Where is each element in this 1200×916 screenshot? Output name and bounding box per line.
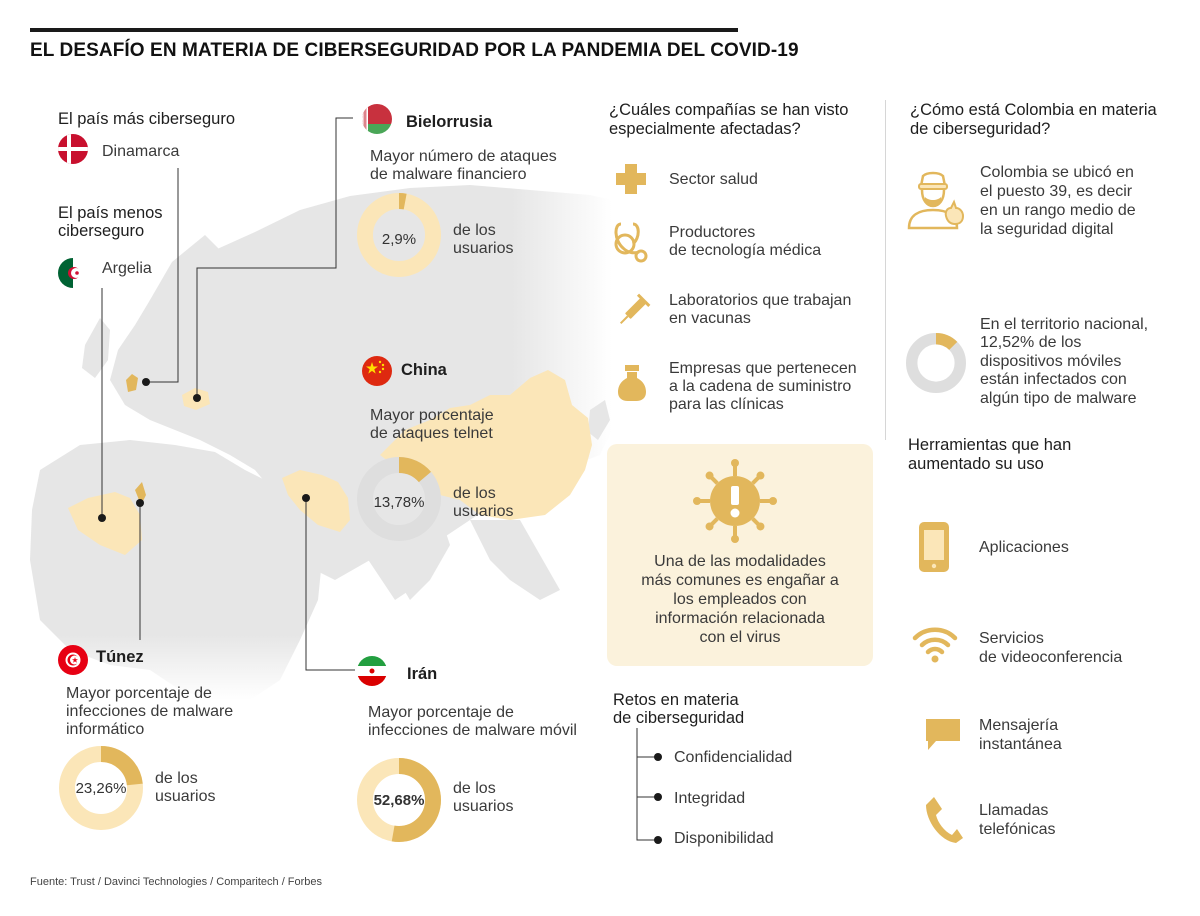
tunisia-percent: 23,26%: [75, 780, 127, 797]
belarus-country: Bielorrusia: [406, 113, 493, 131]
least-safe-heading-line1: El país menos: [58, 204, 163, 222]
companies-heading-line1: ¿Cuáles compañías se han visto: [609, 101, 849, 119]
source-note: Fuente: Trust / Davinci Technologies / Comparitech / Forbes: [30, 876, 323, 888]
tunisia-flag-icon: [58, 645, 88, 675]
china-desc-line1: Mayor porcentaje: [370, 407, 494, 424]
virus-card-line5: con el virus: [699, 629, 781, 646]
colombia-heading-line1: ¿Cómo está Colombia en materia: [910, 101, 1157, 119]
tool-item-4-line2: telefónicas: [979, 821, 1056, 838]
tools-heading-line2: aumentado su uso: [908, 455, 1044, 473]
challenge-item-2: Integridad: [674, 790, 746, 807]
tool-item-4-line1: Llamadas: [979, 802, 1049, 819]
colombia-rank-line4: la seguridad digital: [980, 221, 1114, 238]
challenge-item-3: Disponibilidad: [674, 830, 774, 847]
challenges-heading-line1: Retos en materia: [613, 691, 739, 709]
colombia-rank-line1: Colombia se ubicó en: [980, 164, 1134, 181]
colombia-infected-line2: 12,52% de los: [980, 334, 1082, 351]
iran-suffix-line2: usuarios: [453, 798, 514, 815]
tools-heading-line1: Herramientas que han: [908, 436, 1072, 454]
company-item-1-line1: Sector salud: [669, 171, 758, 188]
china-country: China: [401, 361, 447, 379]
company-item-3-line1: Laboratorios que trabajan: [669, 292, 852, 309]
colombia-rank-line3: en un rango medio de: [980, 202, 1136, 219]
tool-item-1-line1: Aplicaciones: [979, 539, 1069, 556]
tool-item-3-line2: instantánea: [979, 736, 1062, 753]
virus-alert-icon: [690, 456, 780, 546]
uk-landmass: [82, 318, 110, 378]
stethoscope-icon: [611, 220, 651, 264]
virus-card-line4: información relacionada: [655, 610, 825, 627]
smartphone-icon: [918, 521, 950, 573]
company-item-4-line3: para las clínicas: [669, 396, 784, 413]
tunisia-leader-dot: [136, 499, 144, 507]
syringe-icon: [612, 292, 652, 332]
colombia-infected-line5: algún tipo de malware: [980, 390, 1137, 407]
belarus-leader-dot: [193, 394, 201, 402]
colombia-infected-line4: están infectados con: [980, 371, 1127, 388]
tunisia-country: Túnez: [96, 648, 144, 666]
china-percent: 13,78%: [373, 494, 425, 511]
belarus-percent: 2,9%: [381, 231, 417, 248]
china-suffix-line2: usuarios: [453, 503, 514, 520]
colombia-rank-line2: el puesto 39, es decir: [980, 183, 1133, 200]
china-desc-line2: de ataques telnet: [370, 425, 493, 442]
wifi-icon: [912, 624, 958, 664]
belarus-desc-line1: Mayor número de ataques: [370, 148, 557, 165]
tunisia-suffix-line1: de los: [155, 770, 198, 787]
company-item-2-line1: Productores: [669, 224, 756, 241]
iran-leader-dot: [302, 494, 310, 502]
chat-bubble-icon: [924, 717, 962, 753]
china-flag-icon: [362, 356, 392, 386]
southeast-asia-landmass: [470, 520, 560, 600]
algeria-leader-dot: [98, 514, 106, 522]
tool-item-2-line1: Servicios: [979, 630, 1044, 647]
tunisia-desc-line3: informático: [66, 721, 145, 738]
company-item-3-line2: en vacunas: [669, 310, 751, 327]
algeria-flag-icon: [58, 258, 88, 288]
virus-card-line2: más comunes es engañar a: [641, 572, 839, 589]
colombia-infected-line3: dispositivos móviles: [980, 353, 1122, 370]
iran-desc-line1: Mayor porcentaje de: [368, 704, 514, 721]
iran-desc-line2: infecciones de malware móvil: [368, 722, 577, 739]
belarus-desc-line2: de malware financiero: [370, 166, 527, 183]
safest-heading: El país más ciberseguro: [58, 110, 235, 128]
company-item-4-line2: a la cadena de suministro: [669, 378, 852, 395]
least-safe-heading-line2: ciberseguro: [58, 222, 145, 240]
tunisia-suffix-line2: usuarios: [155, 788, 216, 805]
column-divider: [885, 100, 886, 440]
challenges-tree-lines: [630, 725, 670, 850]
belarus-suffix-line1: de los: [453, 222, 496, 239]
colombia-heading-line2: de ciberseguridad?: [910, 120, 1051, 138]
virus-card-line1: Una de las modalidades: [654, 553, 826, 570]
least-safe-country: Argelia: [102, 260, 152, 277]
page-title: EL DESAFÍO EN MATERIA DE CIBERSEGURIDAD POR LA PANDEMIA DEL COVID-19: [30, 40, 799, 61]
virus-card-line3: los empleados con: [673, 591, 807, 608]
phone-icon: [922, 795, 964, 845]
colombia-infected-donut: [906, 333, 966, 393]
denmark-leader-dot: [142, 378, 150, 386]
challenges-heading-line2: de ciberseguridad: [613, 709, 745, 727]
hacker-icon: [905, 170, 967, 232]
iran-suffix-line1: de los: [453, 780, 496, 797]
virus-card-text: [618, 552, 862, 647]
iran-percent: 52,68%: [373, 792, 425, 809]
tool-item-3-line1: Mensajería: [979, 717, 1059, 734]
belarus-suffix-line2: usuarios: [453, 240, 514, 257]
iran-country: Irán: [407, 665, 438, 683]
challenge-item-1: Confidencialidad: [674, 749, 793, 766]
iran-flag-icon: [357, 656, 387, 686]
tunisia-desc-line2: infecciones de malware: [66, 703, 234, 720]
tunisia-desc-line1: Mayor porcentaje de: [66, 685, 212, 702]
china-suffix-line1: de los: [453, 485, 496, 502]
denmark-flag-icon: [58, 134, 88, 164]
medical-cross-icon: [614, 162, 648, 196]
company-item-2-line2: de tecnología médica: [669, 242, 822, 259]
companies-heading-line2: especialmente afectadas?: [609, 120, 801, 138]
flask-icon: [616, 364, 648, 402]
colombia-infected-line1: En el territorio nacional,: [980, 316, 1149, 333]
belarus-flag-icon: [362, 104, 392, 134]
safest-country: Dinamarca: [102, 143, 180, 160]
company-item-4-line1: Empresas que pertenecen: [669, 360, 857, 377]
tool-item-2-line2: de videoconferencia: [979, 649, 1123, 666]
